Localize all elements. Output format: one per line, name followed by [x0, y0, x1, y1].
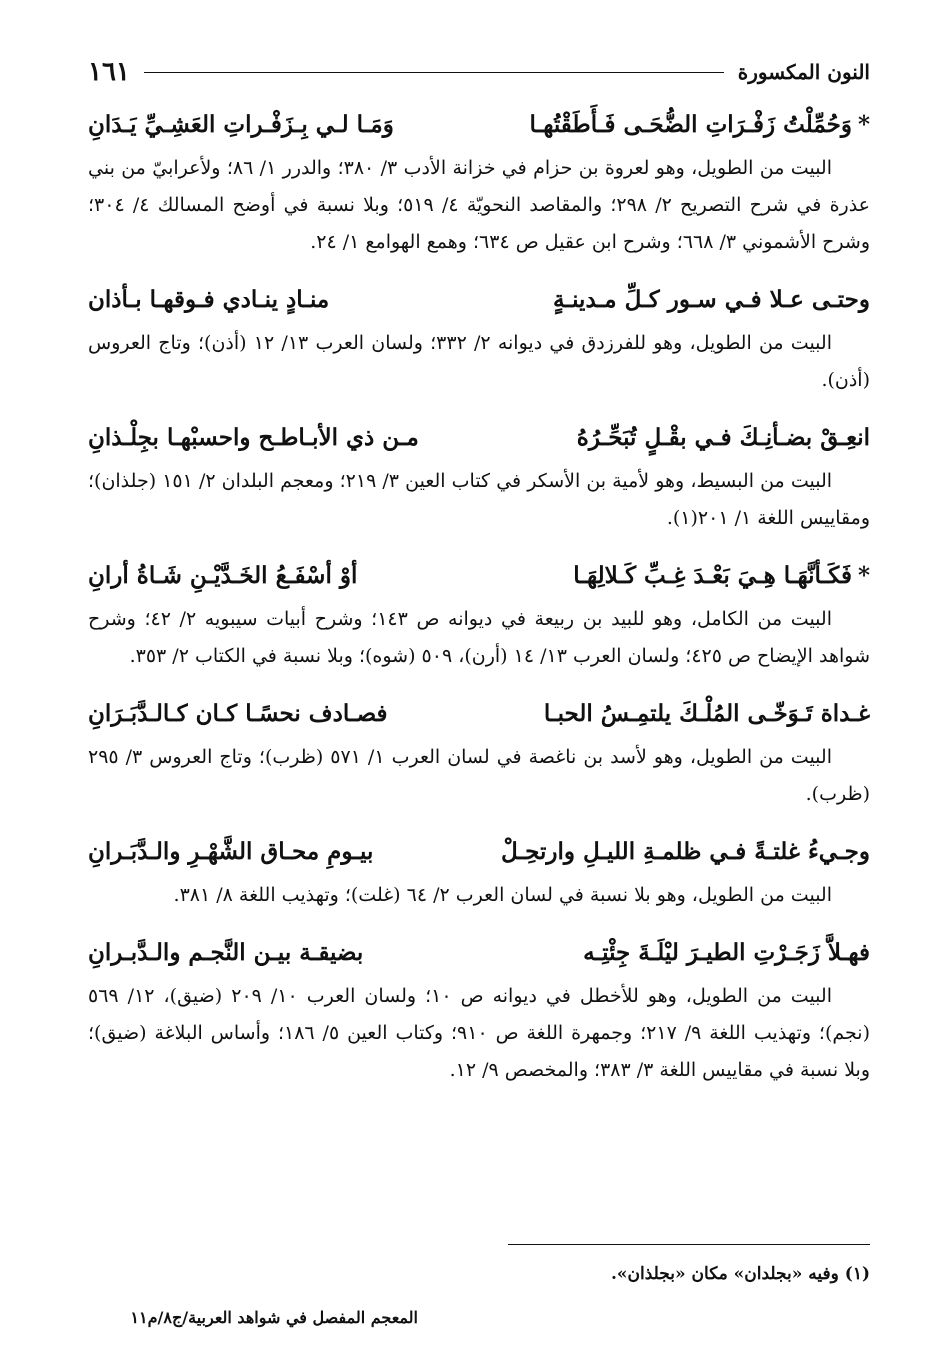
verse-entry	[88, 928, 870, 1089]
verse-entry	[88, 551, 870, 675]
footnote: (١) وفيه «بجلدان» مكان «بجلذان».	[611, 1264, 870, 1284]
second-hemistich: وَمَـا لـي بِـزَفْـراتِ العَشِـيِّ يَـدَانِ	[88, 111, 394, 138]
verse-commentary: البيت من الطويل، وهو للفرزدق في ديوانه ٢/ ٣٣٢؛ ولسان العرب ١٣/ ١٢ (أذن)؛ وتاج العروس (أذن).	[88, 332, 870, 391]
footnote-rule	[508, 1244, 870, 1245]
page-number: ١٦١	[88, 57, 130, 87]
verse-entry	[88, 275, 870, 399]
verse-line	[88, 928, 870, 978]
first-hemistich: وحتـى عـلا فـي سـور كـلِّ مـدينـةٍ	[553, 286, 870, 313]
verse-commentary: البيت من الطويل، وهو للأخطل في ديوانه ص ١٠؛ ولسان العرب ١٠/ ٢٠٩ (ضيق)، ١٢/ ٥٦٩ (نجم)؛ وتهذيب اللغة ٩/ ٢١٧؛ وجمهرة اللغة ص ٩١٠؛ وكتاب العين ٥/ ١٨٦؛ وأساس البلاغة (ضيق)؛ وبلا نسبة في مقاييس اللغة ٣/ ٣٨٣؛ والمخصص ٩/ ١٢.	[88, 985, 870, 1081]
verse-commentary: البيت من البسيط، وهو لأمية بن الأسكر في كتاب العين ٣/ ٢١٩؛ ومعجم البلدان ٢/ ١٥١ (جلذان)؛ ومقاييس اللغة ١/ ٢٠١(١).	[88, 470, 870, 529]
first-hemistich: انعِـقْ بضـأنِـكَ فـي بقْـلٍ تُبَحِّـرُهُ	[576, 424, 870, 451]
main-content	[88, 100, 870, 1103]
verse-commentary: البيت من الكامل، وهو للبيد بن ربيعة في ديوانه ص ١٤٣؛ وشرح أبيات سيبويه ٢/ ٤٢؛ وشرح شواهد الإيضاح ص ٤٢٥؛ ولسان العرب ١٣/ ١٤ (أرن)، ٥٠٩ (شوه)؛ وبلا نسبة في الكتاب ٢/ ٣٥٣.	[88, 608, 870, 667]
verse-line	[88, 275, 870, 325]
verse-entry	[88, 413, 870, 537]
verse-entry	[88, 689, 870, 813]
first-hemistich: وجـيءُ غلتـةً فـي ظلمـةِ الليـلِ وارتحِـلْ	[500, 838, 870, 865]
verse-entry	[88, 827, 870, 914]
verse-entry	[88, 100, 870, 261]
verse-line	[88, 551, 870, 601]
verse-line	[88, 689, 870, 739]
second-hemistich: بضيقـة بيـن النَّجـم والـدَّبـرانِ	[88, 939, 364, 966]
book-signature: المعجم المفصل في شواهد العربية/ج٨/م١١	[130, 1308, 418, 1327]
first-hemistich	[573, 551, 870, 601]
first-hemistich	[529, 100, 870, 150]
verse-commentary: البيت من الطويل، وهو لعروة بن حزام في خزانة الأدب ٣/ ٣٨٠؛ والدرر ١/ ٨٦؛ ولأعرابيّ من بني عذرة في شرح التصريح ٢/ ٢٩٨؛ والمقاصد النحويّة ٤/ ٥١٩؛ وبلا نسبة في أوضح المسالك ٤/ ٣٠٤؛ وشرح الأشموني ٣/ ٦٦٨؛ وشرح ابن عقيل ص ٦٣٤؛ وهمع الهوامع ١/ ٢٤.	[88, 157, 871, 253]
verse-commentary: البيت من الطويل، وهو لأسد بن ناغصة في لسان العرب ١/ ٥٧١ (ظرب)؛ وتاج العروس ٣/ ٢٩٥ (ظرب).	[88, 746, 870, 805]
verse-commentary: البيت من الطويل، وهو بلا نسبة في لسان العرب ٢/ ٦٤ (غلت)؛ وتهذيب اللغة ٨/ ٣٨١.	[173, 884, 832, 906]
first-hemistich-text: وَحُمِّلْتُ زَفْـرَاتِ الضُّحَـى فَـأَطَقْتُهـا	[529, 111, 852, 138]
verse-line	[88, 100, 870, 150]
star-marker: *	[857, 111, 870, 138]
first-hemistich: فهـلاَّ زَجَـرْتِ الطيـرَ ليْلَـةَ جِئْتِـه	[583, 939, 870, 966]
second-hemistich: فصـادف نحسًـا كـان كـالـدَّبَـرَانِ	[88, 700, 388, 727]
first-hemistich-text: فَكَـأنَّهَـا هِـيَ بَعْـدَ غِـبِّ كَـلالِهَـا	[573, 562, 852, 589]
running-title: النون المكسورة	[737, 60, 870, 84]
running-header	[88, 52, 870, 92]
first-hemistich: غـداة تَـوَخّـى المُلْـكَ يلتمِـسُ الحبـا	[543, 700, 870, 727]
header-rule	[144, 72, 724, 73]
second-hemistich: مـن ذي الأبـاطـح واحسبْهـا بجِلْـذانِ	[88, 424, 419, 451]
second-hemistich: منـادٍ ينـادي فـوقهـا بـأذان	[88, 286, 330, 313]
star-marker: *	[857, 562, 870, 589]
verse-line	[88, 413, 870, 463]
second-hemistich: أوْ أسْفَـعُ الخَـدَّيْـنِ شَـاةُ أرانِ	[88, 562, 358, 589]
second-hemistich: بيـومِ محـاق الشَّهْـرِ والـدَّبَـرانِ	[88, 838, 374, 865]
verse-line	[88, 827, 870, 877]
